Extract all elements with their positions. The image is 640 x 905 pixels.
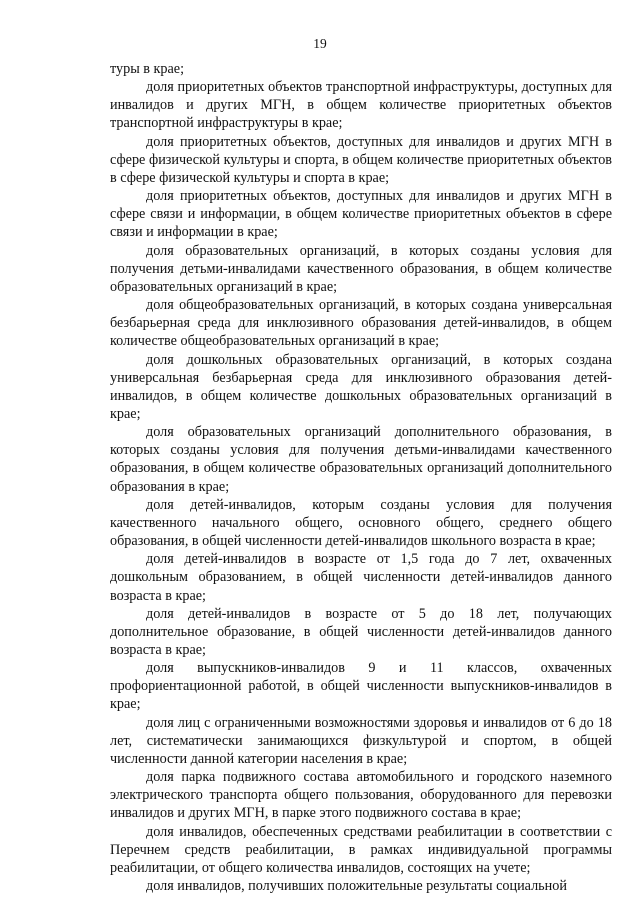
paragraph-additional-education-organizations: доля образовательных организаций дополнительного образования, в которых созданы условия для получения детьми-инвалидами качественного образования, в общем количестве образовательных организаций дополнительного образования в крае; — [110, 424, 612, 495]
paragraph-communication-information: доля приоритетных объектов, доступных для инвалидов и других МГН в сфере связи и информации, в общем количестве приоритетных объектов в сфере связи и информации в крае; — [110, 188, 612, 241]
paragraph-transport-infrastructure: доля приоритетных объектов транспортной инфраструктуры, доступных для инвалидов и других МГН, в общем количестве приоритетных объектов транспортной инфраструктуры в крае; — [110, 79, 612, 132]
paragraph-preschool-children: доля детей-инвалидов в возрасте от 1,5 года до 7 лет, охваченных дошкольным образованием, в общей численности детей-инвалидов данного возраста в крае; — [110, 551, 612, 604]
paragraph-rehabilitation-means: доля инвалидов, обеспеченных средствами реабилитации в соответствии с Перечнем средств реабилитации, в рамках индивидуальной программы реабилитации, от общего количества инвалидов, состоящих на учете; — [110, 823, 612, 876]
paragraph-school-age-children: доля детей-инвалидов, которым созданы условия для получения качественного начального общего, основного общего, среднего общего образования, в общей численности детей-инвалидов школьного возраста в крае; — [110, 496, 612, 550]
page-number: 19 — [313, 36, 327, 51]
paragraph-additional-education-children: доля детей-инвалидов в возрасте от 5 до 18 лет, получающих дополнительное образование, в общей численности детей-инвалидов данного возраста в крае; — [110, 605, 612, 658]
paragraph-vehicle-fleet: доля парка подвижного состава автомобильного и городского наземного электрического транспорта общего пользования, оборудованного для перевозки инвалидов и других МГН, в парке этого подвижного состава в крае; — [110, 769, 612, 822]
paragraph-social-rehabilitation: доля инвалидов, получивших положительные результаты социальной — [146, 878, 567, 895]
paragraph-physical-culture-sport: доля приоритетных объектов, доступных для инвалидов и других МГН в сфере физической культуры и спорта, в общем количестве приоритетных объектов в сфере физической культуры и спорта в крае; — [110, 133, 612, 186]
paragraph-continuation: туры в крае; — [110, 61, 185, 77]
paragraph-sports-participation: доля лиц с ограниченными возможностями здоровья и инвалидов от 6 до 18 лет, систематически занимающихся физкультурой и спортом, в общей численности данной категории населения в крае; — [110, 714, 612, 767]
paragraph-educational-organizations: доля образовательных организаций, в которых созданы условия для получения детьми-инвалидами качественного образования, в общем количестве образовательных организаций в крае; — [110, 242, 612, 295]
paragraph-preschool: доля дошкольных образовательных организаций, в которых создана универсальная безбарьерная среда для инклюзивного образования детей-инвалидов, в общем количестве дошкольных образовательных организаций в крае; — [110, 351, 612, 422]
paragraph-career-guidance: доля выпускников-инвалидов 9 и 11 классов, охваченных профориентационной работой, в общей численности выпускников-инвалидов в крае; — [110, 660, 612, 713]
paragraph-general-education: доля общеобразовательных организаций, в которых создана универсальная безбарьерная среда для инклюзивного образования детей-инвалидов, в общем количестве общеобразовательных организаций в крае; — [110, 297, 612, 350]
document-body — [110, 60, 612, 895]
